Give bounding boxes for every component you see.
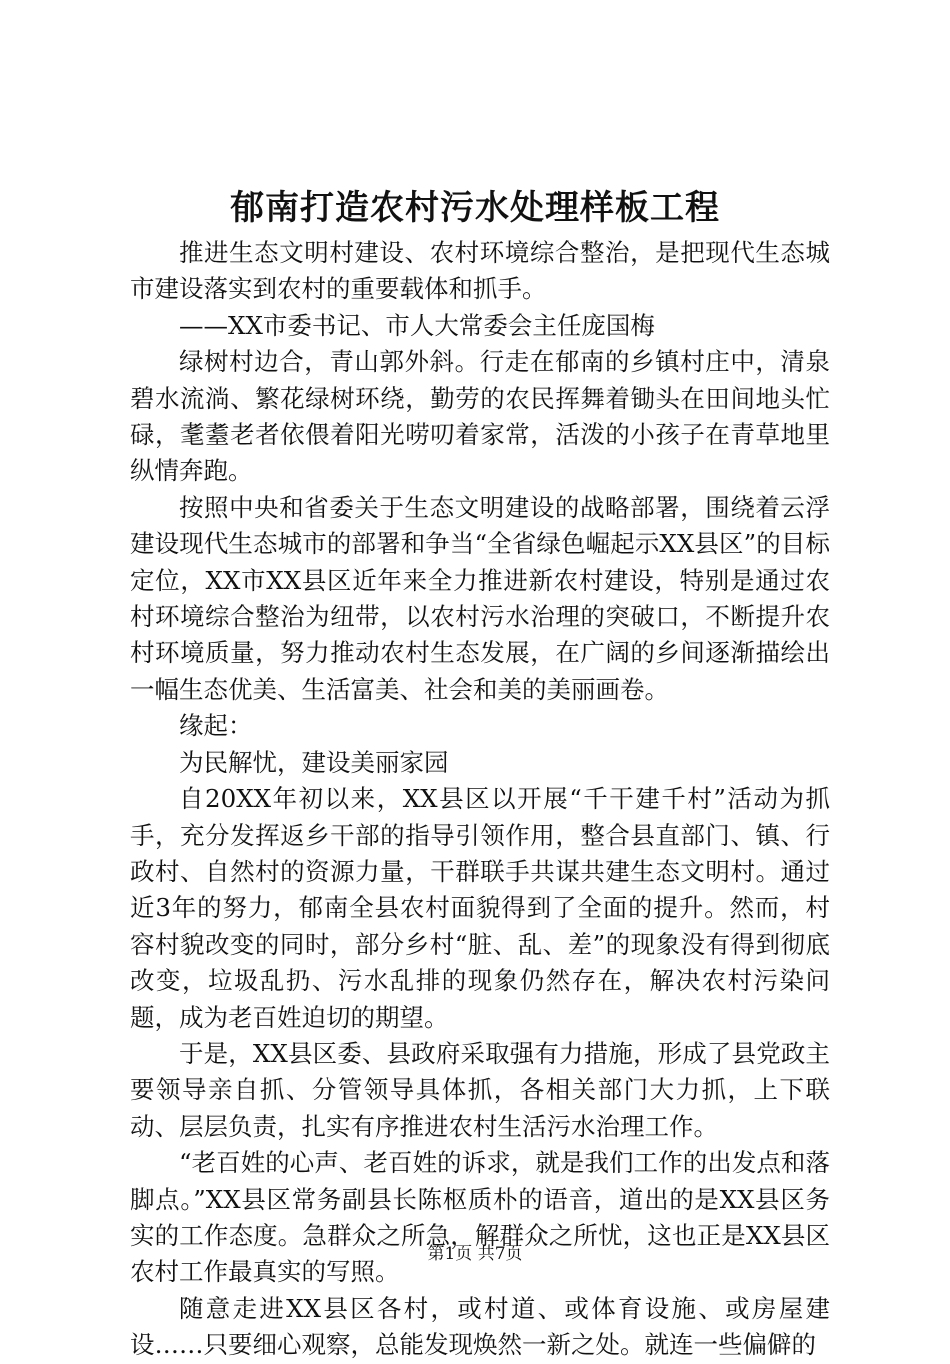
paragraph: 绿树村边合，青山郭外斜。行走在郁南的乡镇村庄中，清泉碧水流淌、繁花绿树环绕，勤劳的农民挥舞着锄头在田间地头忙碌，耄耋老者依偎着阳光唠叨着家常，活泼的小孩子在青草地里纵情奔跑。: [130, 347, 830, 486]
section-heading: 为民解忧，建设美丽家园: [179, 747, 449, 777]
page-number-footer: 第1页 共7页: [427, 1244, 523, 1264]
paragraph: 自20XX年初以来，XX县区以开展“千干建千村”活动为抓手，充分发挥返乡干部的指导引领作用，整合县直部门、镇、行政村、自然村的资源力量，干群联手共谋共建生态文明村。通过近3年的努力，郁南全县农村面貌得到了全面的提升。然而，村容村貌改变的同时，部分乡村“脏、乱、差”的现象没有得到彻底改变，垃圾乱扔、污水乱排的现象仍然存在，解决农村污染问题，成为老百姓迫切的期望。: [130, 784, 830, 1032]
paragraph: 于是，XX县区委、县政府采取强有力措施，形成了县党政主要领导亲自抓、分管领导具体抓，各相关部门大力抓，上下联动、层层负责，扎实有序推进农村生活污水治理工作。: [130, 1038, 830, 1141]
paragraph-attribution: ——XX市委书记、市人大常委会主任庞国梅: [179, 310, 655, 340]
paragraph: “老百姓的心声、老百姓的诉求，就是我们工作的出发点和落脚点。”XX县区常务副县长陈枢质朴的语音，道出的是XX县区务实的工作态度。急群众之所急，解群众之所忧，这也正是XX县区农村工作最真实的写照。: [130, 1148, 830, 1287]
paragraph: 按照中央和省委关于生态文明建设的战略部署，围绕着云浮建设现代生态城市的部署和争当“全省绿色崛起示XX县区”的目标定位，XX市XX县区近年来全力推进新农村建设，特别是通过农村环境综合整治为纽带，以农村污水治理的突破口，不断提升农村环境质量，努力推动农村生态发展，在广阔的乡间逐渐描绘出一幅生态优美、生活富美、社会和美的美丽画卷。: [130, 492, 830, 704]
section-label: 缘起：: [179, 711, 253, 741]
document-body: [130, 235, 830, 1364]
paragraph: 随意走进XX县区各村，或村道、或体育设施、或房屋建设……只要细心观察，总能发现焕然一新之处。就连一些偏僻的: [130, 1293, 830, 1360]
paragraph: 推进生态文明村建设、农村环境综合整治，是把现代生态城市建设落实到农村的重要载体和抓手。: [130, 238, 830, 304]
document-title: 郁南打造农村污水处理样板工程: [230, 188, 720, 228]
